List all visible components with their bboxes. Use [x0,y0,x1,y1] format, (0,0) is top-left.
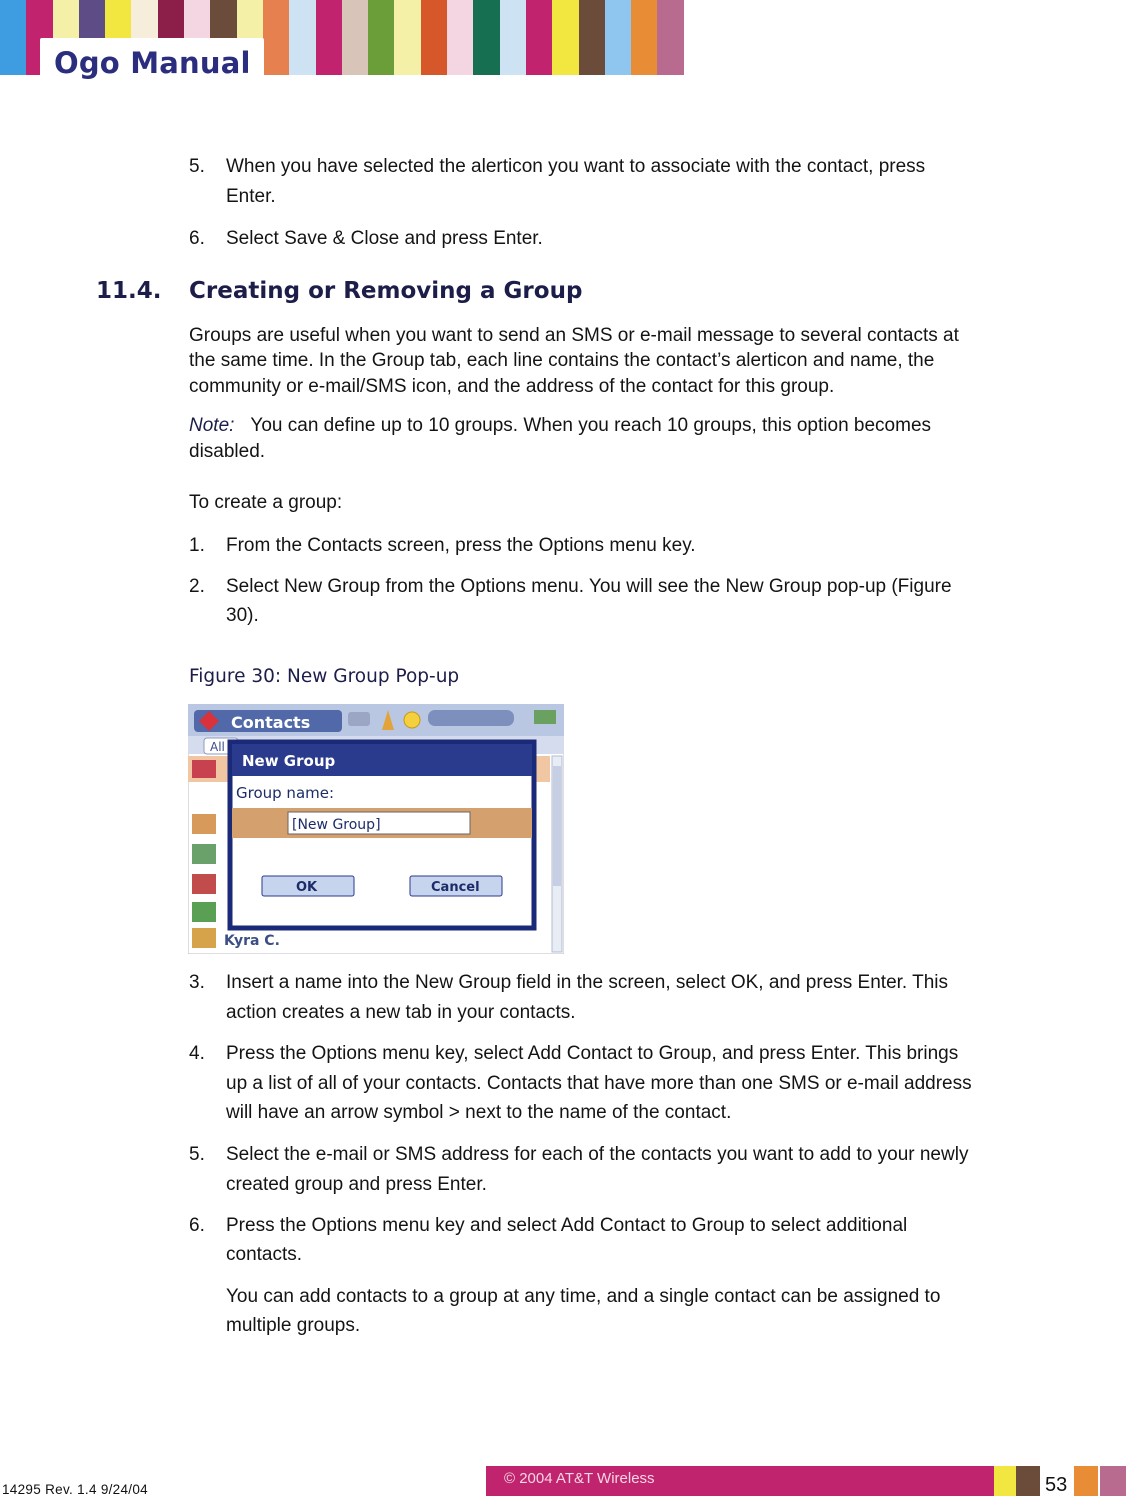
stripe [263,0,289,75]
step-text: Press the Options menu key, select Add Contact to Group, and press Enter. This brings [226,1043,959,1064]
footer-square [1100,1466,1126,1496]
step-number: 5. [189,1144,205,1165]
dialog-title: New Group [242,752,336,770]
tab-label: All [210,740,225,754]
clock-badge [428,710,514,726]
stripe [368,0,394,75]
stripe [0,0,26,75]
scrollbar-thumb [553,766,561,886]
figure-caption: Figure 30: New Group Pop-up [189,666,460,687]
stripe [421,0,447,75]
status-icon [348,712,370,726]
stripe [579,0,605,75]
stripe [605,0,631,75]
closing-text: multiple groups. [226,1315,361,1336]
stripe [316,0,342,75]
paragraph-line: community or e-mail/SMS icon, and the address of the contact for this group. [189,376,835,397]
note-label: Note: [189,415,235,436]
footer-square [994,1466,1016,1496]
step-text: From the Contacts screen, press the Options menu key. [226,535,696,556]
footer-square [1074,1466,1098,1496]
alerticon [192,928,216,948]
ok-label: OK [296,880,318,895]
step-text: Enter. [226,186,276,207]
manual-title: Ogo Manual [54,46,251,80]
screenshot-graphic [188,704,564,954]
step-number: 1. [189,535,205,556]
alerticon [192,844,216,864]
lead-in: To create a group: [189,492,343,513]
note-text: You can define up to 10 groups. When you reach 10 groups, this option becomes [250,415,932,436]
stripe [657,0,683,75]
stripe [447,0,473,75]
alerticon [192,814,216,834]
stripe [289,0,315,75]
step-text: When you have selected the alerticon you want to associate with the contact, press [226,156,926,177]
page-number: 53 [1045,1474,1068,1496]
step-text: created group and press Enter. [226,1174,487,1195]
stripe [394,0,420,75]
note [189,411,931,440]
field-label: Group name: [236,784,335,802]
paragraph-line: the same time. In the Group tab, each line contains the contact’s alerticon and name, the [189,350,935,371]
step-number: 6. [189,1215,205,1236]
copyright: © 2004 AT&T Wireless [504,1470,655,1487]
step-number: 2. [189,576,205,597]
section-number: 11.4. [96,278,162,304]
stripe [552,0,578,75]
section-title: Creating or Removing a Group [189,278,583,304]
step-text: 30). [226,605,259,626]
app-title: Contacts [231,713,311,732]
step-text: Press the Options menu key and select Add Contact to Group to select additional [226,1215,908,1236]
paragraph-line: Groups are useful when you want to send an SMS or e-mail message to several contacts at [189,325,959,346]
stripe [631,0,657,75]
step-text: action creates a new tab in your contacts. [226,1002,576,1023]
step-text: Select Save & Close and press Enter. [226,228,543,249]
alerticon [192,760,216,778]
smiley-icon [404,712,420,728]
step-text: Select New Group from the Options menu. You will see the New Group pop-up (Figure [226,576,952,597]
step-text: Select the e-mail or SMS address for each of the contacts you want to add to your newly [226,1144,969,1165]
step-number: 3. [189,972,205,993]
note-text: disabled. [189,441,266,462]
stripe [526,0,552,75]
step-text: up a list of all of your contacts. Contacts that have more than one SMS or e-mail address [226,1073,972,1094]
envelope-icon [534,710,556,724]
step-number: 4. [189,1043,205,1064]
step-text: Insert a name into the New Group field in the screen, select OK, and press Enter. This [226,972,949,993]
footer-square [1016,1466,1040,1496]
stripe [500,0,526,75]
alerticon [192,874,216,894]
closing-text: You can add contacts to a group at any time, and a single contact can be assigned to [226,1286,941,1307]
step-text: contacts. [226,1244,303,1265]
stripe [473,0,499,75]
step-number: 5. [189,156,205,177]
group-name-value: [New Group] [292,817,381,833]
revision-info: 14295 Rev. 1.4 9/24/04 [2,1482,148,1497]
new-group-screenshot [188,704,564,954]
step-text: will have an arrow symbol > next to the name of the contact. [226,1102,732,1123]
cancel-label: Cancel [431,880,480,895]
step-number: 6. [189,228,205,249]
contact-name: Kyra C. [224,933,280,949]
alerticon [192,902,216,922]
stripe [342,0,368,75]
